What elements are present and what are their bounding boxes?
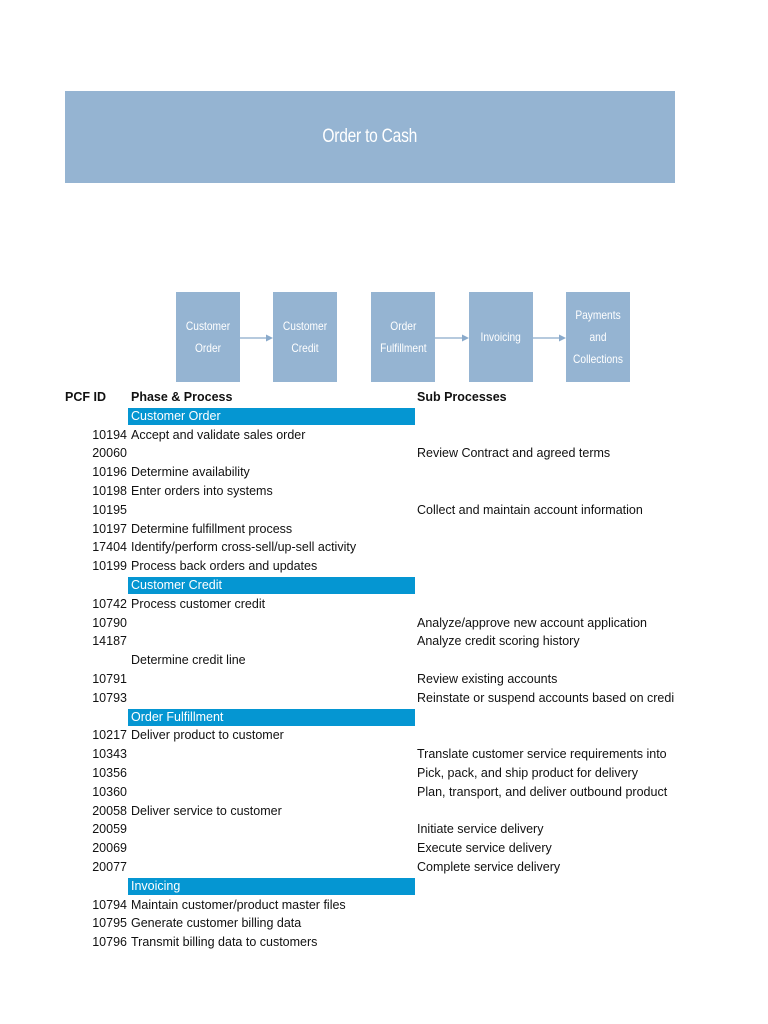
pcf-id-cell: 10796 [92,935,127,950]
table-row [65,802,685,821]
process-cell: Transmit billing data to customers [131,935,318,950]
pcf-id-cell: 10356 [92,765,127,780]
table-row [65,670,685,689]
arrow-right-icon [240,332,273,344]
sub-process-cell: Complete service delivery [417,859,561,874]
column-header-phase-process: Phase & Process [131,390,233,404]
table-row [65,783,685,802]
sub-process-cell: Pick, pack, and ship product for delivery [417,765,638,780]
phase-row [65,877,685,896]
table-row [65,444,685,463]
flow-step-customer-order [176,292,240,382]
table-row [65,839,685,858]
pcf-id-cell: 20069 [92,841,127,856]
pcf-id-cell: 17404 [92,540,127,555]
process-cell: Generate customer billing data [131,916,302,931]
table-row [65,557,685,576]
process-cell: Determine fulfillment process [131,521,293,536]
process-cell: Process back orders and updates [131,559,318,574]
table-row [65,501,685,520]
pcf-id-cell: 10791 [92,671,127,686]
table-row [65,896,685,915]
pcf-id-cell: 10195 [92,502,127,517]
pcf-id-cell: 10197 [92,521,127,536]
table-row [65,933,685,952]
table-row [65,632,685,651]
pcf-id-cell: 10198 [92,483,127,498]
sub-process-cell: Plan, transport, and deliver outbound product [417,784,668,799]
page-title: Order to Cash [322,126,418,147]
table-row [65,651,685,670]
pcf-id-cell: 20077 [92,859,127,874]
arrow-right-icon [435,332,469,344]
flow-step-label: Payments and Collections [573,308,623,366]
pcf-id-cell: 10793 [92,690,127,705]
sub-process-cell: Execute service delivery [417,841,552,856]
pcf-id-cell: 20058 [92,803,127,818]
column-header-pcf-id: PCF ID [65,390,106,404]
pcf-id-cell: 10790 [92,615,127,630]
pcf-id-cell: 10199 [92,559,127,574]
sub-process-cell: Reinstate or suspend accounts based on credi [417,690,675,705]
process-cell: Deliver service to customer [131,803,282,818]
title-banner [65,91,675,183]
table-row [65,914,685,933]
pcf-id-cell: 10795 [92,916,127,931]
table-row [65,426,685,445]
phase-label: Order Fulfillment [128,709,415,727]
table-row [65,726,685,745]
pcf-id-cell: 10217 [92,728,127,743]
table-row [65,520,685,539]
table-row [65,595,685,614]
pcf-id-cell: 10794 [92,897,127,912]
process-cell: Determine availability [131,465,250,480]
table-row [65,820,685,839]
process-cell: Determine credit line [131,653,246,668]
table-row [65,689,685,708]
table-row [65,745,685,764]
sub-process-cell: Review Contract and agreed terms [417,446,611,461]
table-row [65,764,685,783]
flow-step-label: Invoicing [480,330,522,344]
flow-step-customer-credit [273,292,337,382]
arrow-right-icon [533,332,566,344]
process-cell: Deliver product to customer [131,728,284,743]
phase-label: Customer Credit [128,577,415,595]
table-row [65,482,685,501]
table-row [65,614,685,633]
phase-label: Customer Order [128,408,415,426]
flow-step-label: Customer Credit [282,319,328,355]
flow-step-payments-collections [566,292,630,382]
pcf-id-cell: 10742 [92,596,127,611]
sub-process-cell: Review existing accounts [417,671,558,686]
sub-process-cell: Analyze credit scoring history [417,634,580,649]
pcf-id-cell: 20059 [92,822,127,837]
flow-step-label: Order Fulfillment [379,319,427,355]
table-row [65,463,685,482]
process-cell: Maintain customer/product master files [131,897,346,912]
flow-step-order-fulfillment [371,292,435,382]
process-cell: Process customer credit [131,596,266,611]
pcf-id-cell: 10196 [92,465,127,480]
table-row [65,538,685,557]
sub-process-cell: Collect and maintain account information [417,502,643,517]
sub-process-cell: Analyze/approve new account application [417,615,648,630]
pcf-id-cell: 10360 [92,784,127,799]
pcf-id-cell: 10194 [92,427,127,442]
pcf-id-cell: 14187 [92,634,127,649]
flow-step-invoicing [469,292,533,382]
process-cell: Enter orders into systems [131,483,273,498]
table-row [65,858,685,877]
flow-step-label: Customer Order [185,319,231,355]
process-cell: Accept and validate sales order [131,427,306,442]
phase-row [65,708,685,727]
table-header [65,388,685,407]
pcf-id-cell: 10343 [92,747,127,762]
sub-process-cell: Translate customer service requirements into [417,747,667,762]
process-table [65,388,685,952]
pcf-id-cell: 20060 [92,446,127,461]
column-header-sub-processes: Sub Processes [417,390,507,404]
phase-label: Invoicing [128,878,415,896]
phase-row [65,407,685,426]
sub-process-cell: Initiate service delivery [417,822,544,837]
process-cell: Identify/perform cross-sell/up-sell activity [131,540,357,555]
phase-row [65,576,685,595]
